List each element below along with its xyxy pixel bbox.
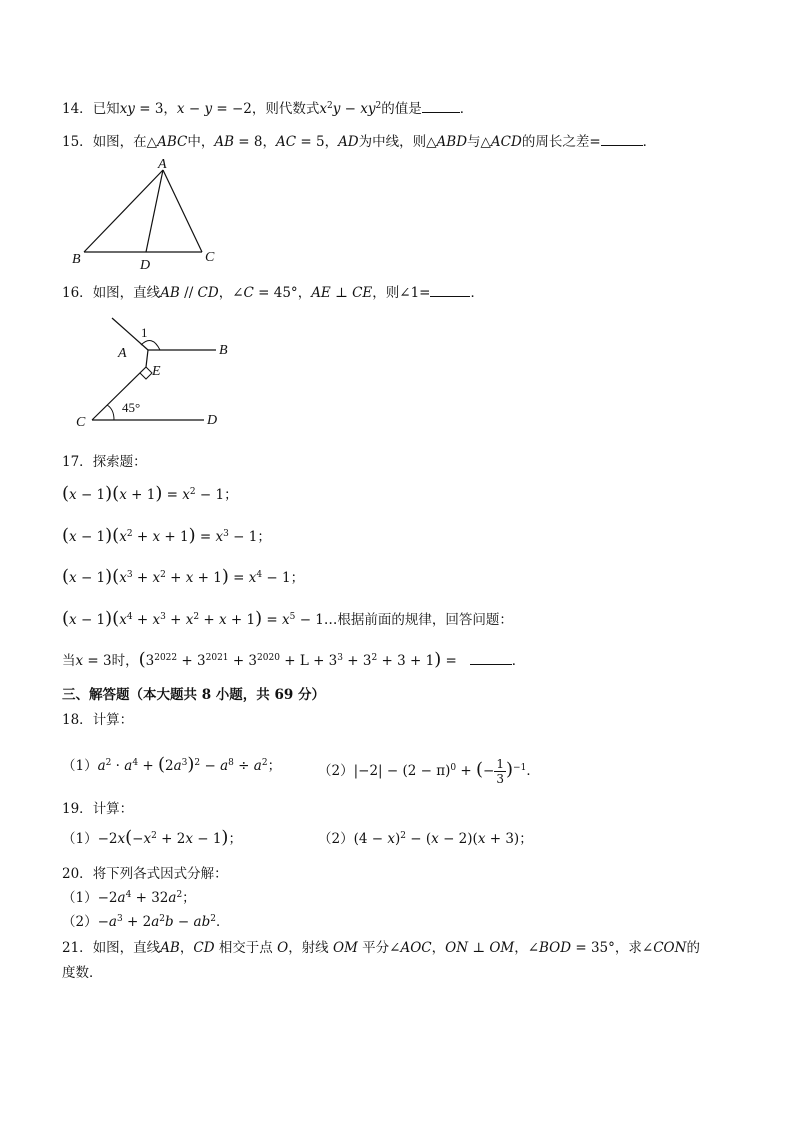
formula-17-1: $(x - 1)(x + 1) = x^2 - 1$； [62, 483, 238, 504]
formula-17-4: $(x - 1)(x^4 + x^3 + x^2 + x + 1) = x^5$ − 1…根据前面的规律，回答问题： [62, 608, 513, 629]
section-title: 三、解答题（本大题共 8 小题，共 69 分） [62, 687, 325, 703]
label-c: C [76, 415, 86, 430]
label-d: D [207, 413, 218, 428]
question-19-part-1: $(1)-2x(-x^2 + 2x - 1)$； [62, 827, 242, 848]
label-a: A [158, 157, 167, 172]
question-21-line-2: 度数． [62, 965, 103, 981]
question-14: 14．已知xy = 3，x − y = −2，则代数式$x^2y - xy^2$的值是 ． [62, 101, 474, 117]
question-20: 20．将下列各式因式分解： [62, 866, 228, 882]
question-17: 17．探索题： [62, 454, 147, 470]
formula-17-3: $(x - 1)(x^3 + x^2 + x + 1) = x^4 - 1$； [62, 566, 305, 587]
label-e: E [152, 364, 161, 379]
question-18: 18．计算： [62, 712, 134, 728]
label-d: D [140, 258, 151, 273]
answer-blank-14[interactable] [422, 100, 460, 113]
question-15: 15．如图，在△ABC中，AB = 8，AC = 5，AD为中线，则△ABD与△ACD的周长之差= ． [62, 134, 657, 150]
question-20-part-1: $(1)-2a^4 + 32a^2$； [62, 890, 196, 906]
answer-blank-15[interactable] [601, 133, 643, 146]
formula-17-2: $(x - 1)(x^2 + x + 1) = x^3 - 1$； [62, 525, 271, 546]
question-18-part-1: $(1)a^2 \cdot a^4 + (2a^3)^2 - a^8 \div a^2$； [62, 754, 282, 775]
formula-17-ask: 当x = 3时，$(3^{2022} + 3^{2021} + 3^{2020} + L + 3^3 + 3^2 + 3 + 1)$ = ． [62, 649, 526, 670]
answer-blank-17[interactable] [470, 652, 512, 665]
question-21: 21．如图，直线AB，CD 相交于点 O，射线 OM 平分∠AOC，ON ⊥ OM，∠BOD = 35°，求∠CON的 [62, 940, 700, 956]
answer-blank-16[interactable] [430, 284, 470, 297]
label-a: A [118, 346, 127, 361]
label-b: B [72, 252, 81, 267]
question-20-part-2: $(2)-a^3 + 2a^2b - ab^2$． [62, 914, 230, 930]
label-b: B [219, 343, 228, 358]
question-19: 19．计算： [62, 801, 134, 817]
label-angle: 45° [122, 400, 141, 415]
triangle-figure [66, 155, 226, 273]
label-one: 1 [141, 325, 148, 340]
question-16: 16．如图，直线AB // CD，∠C = 45°，AE ⊥ CE，则∠1= ． [62, 285, 484, 301]
parallel-lines-figure [70, 312, 230, 432]
question-19-part-2: $(2)(4 - x)^2 - (x - 2)(x + 3)$； [318, 831, 533, 847]
label-c: C [205, 250, 215, 265]
question-18-part-2: $(2)|-2| - (2 - \pi)^0$ + (− $\frac{1}{3}$ )$^{-1}$． [318, 757, 540, 786]
